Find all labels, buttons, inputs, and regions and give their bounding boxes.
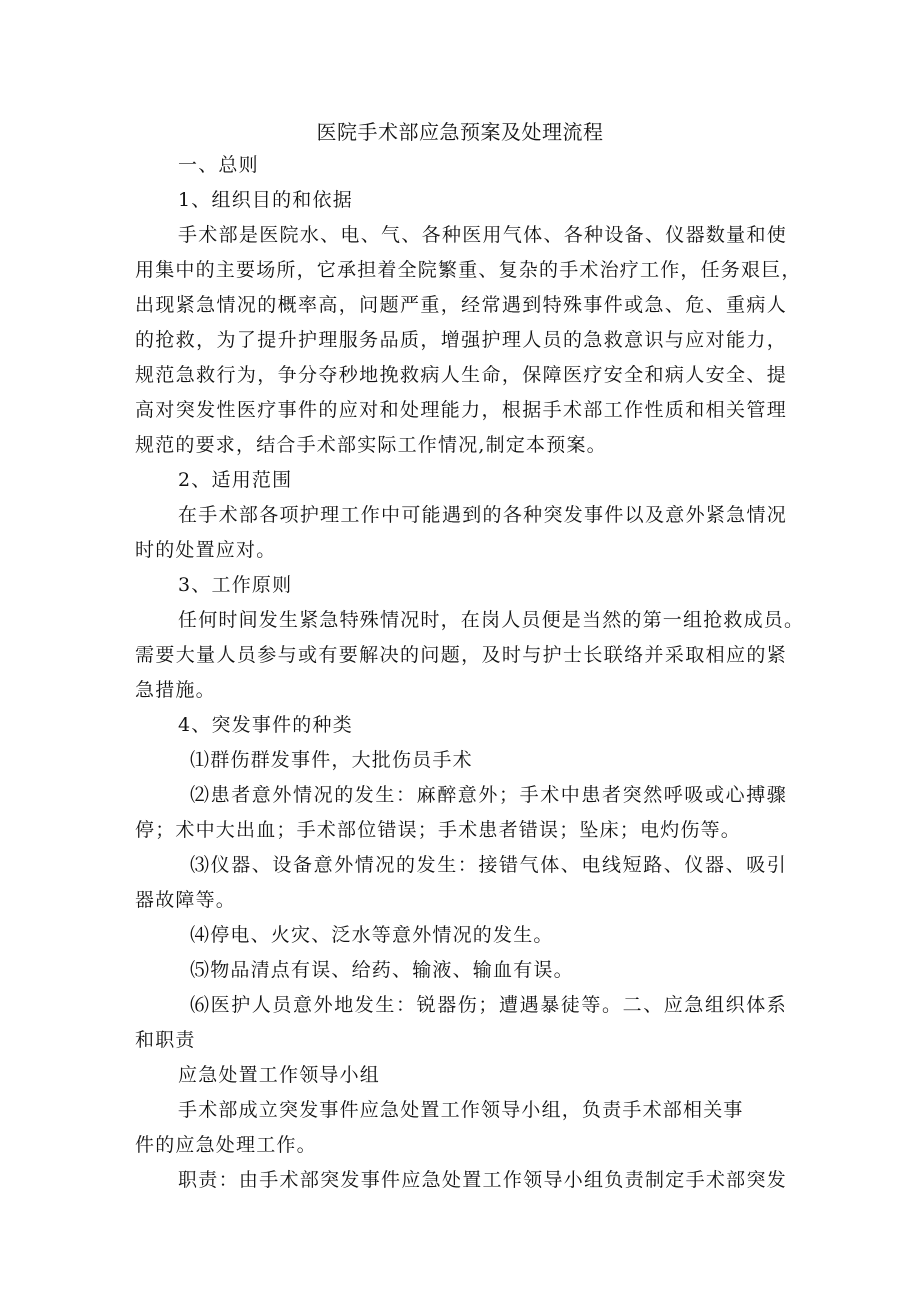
paragraph-line: 高对突发性医疗事件的应对和处理能力，根据手术部工作性质和相关管理 [135,399,787,421]
heading-purpose: 1、组织目的和依据 [178,189,353,211]
paragraph-line: 在手术部各项护理工作中可能遇到的各种突发事件以及意外紧急情况 [178,504,787,526]
heading-principles: 3、工作原则 [178,574,293,596]
paragraph-line: 手术部成立突发事件应急处置工作领导小组，负责手术部相关事 [178,1099,744,1121]
paragraph-line: 用集中的主要场所，它承担着全院繁重、复杂的手术治疗工作，任务艰巨， [135,259,802,281]
paragraph-line: 规范急救行为，争分夺秒地挽救病人生命，保障医疗安全和病人安全、提 [135,364,787,386]
paragraph-line: 急措施。 [135,679,216,701]
paragraph-line: 规范的要求，结合手术部实际工作情况,制定本预案。 [135,434,607,456]
paragraph-line: 手术部是医院水、电、气、各种医用气体、各种设备、仪器数量和使 [178,224,787,246]
heading-event-types: 4、突发事件的种类 [178,714,353,736]
list-item-continuation: 停；术中大出血；手术部位错误；手术患者错误；坠床；电灼伤等。 [135,819,742,841]
list-item: ⑹医护人员意外地发生：锐器伤；遭遇暴徒等。二、应急组织体系 [190,994,787,1016]
paragraph-line: 的抢救，为了提升护理服务品质，增强护理人员的急救意识与应对能力， [135,329,787,351]
list-item-continuation: 和职责 [135,1029,196,1051]
list-item: ⑸物品清点有误、给药、输液、输血有误。 [190,959,574,981]
heading-scope: 2、适用范围 [178,469,293,491]
list-item: ⑶仪器、设备意外情况的发生：接错气体、电线短路、仪器、吸引 [190,854,787,876]
heading-leadership-group: 应急处置工作领导小组 [178,1064,381,1086]
heading-general: 一、总则 [178,154,259,176]
list-item: ⑴群伤群发事件，大批伤员手术 [190,749,473,771]
paragraph-line: 任何时间发生紧急特殊情况时，在岗人员便是当然的第一组抢救成员。 [178,609,805,631]
paragraph-line: 件的应急处理工作。 [135,1134,317,1156]
paragraph-line: 出现紧急情况的概率高，问题严重，经常遇到特殊事件或急、危、重病人 [135,294,787,316]
document-title: 医院手术部应急预案及处理流程 [316,120,604,144]
paragraph-line: 时的处置应对。 [135,539,277,561]
list-item: ⑷停电、火灾、泛水等意外情况的发生。 [190,924,554,946]
list-item: ⑵患者意外情况的发生：麻醉意外；手术中患者突然呼吸或心搏骤 [190,784,787,806]
paragraph-line: 需要大量人员参与或有要解决的问题，及时与护士长联络并采取相应的紧 [135,644,787,666]
paragraph-line: 职责：由手术部突发事件应急处置工作领导小组负责制定手术部突发 [178,1169,787,1191]
list-item-continuation: 器故障等。 [135,889,237,911]
